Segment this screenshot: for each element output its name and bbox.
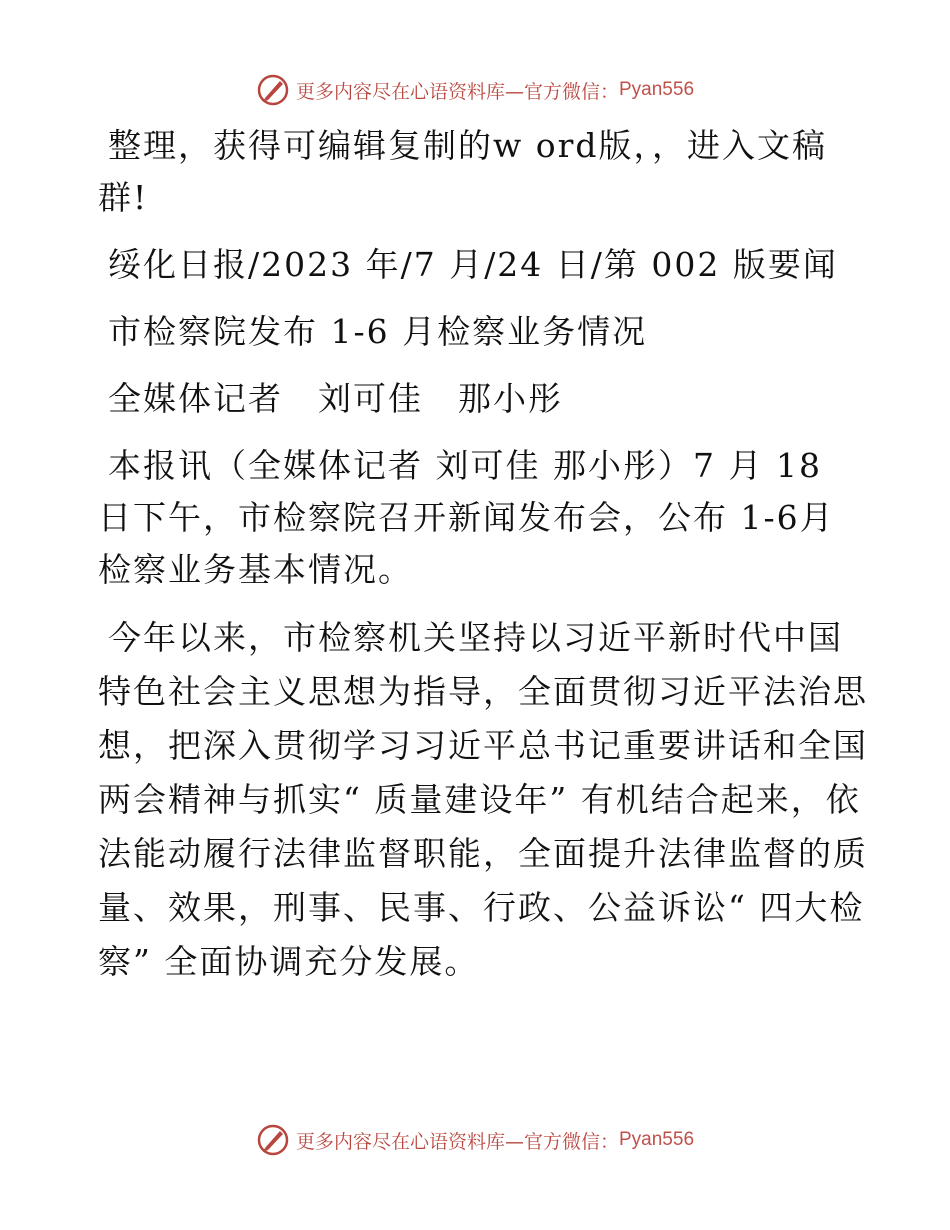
document-body [98, 120, 868, 1004]
byline: 全媒体记者 刘可佳 那小彤 [108, 379, 563, 418]
article-title: 市检察院发布 1-6 月检察业务情况 [108, 312, 648, 351]
footer-banner [0, 1120, 950, 1160]
source-line: 绥化日报/2023 年/7 月/24 日/第 002 版要闻 [108, 245, 838, 284]
header-banner [0, 70, 950, 110]
footer-wechat-id: Pyan556 [619, 1129, 695, 1150]
lead-paragraph: 本报讯（全媒体记者 刘可佳 那小彤）7 月 18 日下午，市检察院召开新闻发布会，公布 1-6月检察业务基本情况。 [98, 446, 835, 589]
intro-paragraph: 整理，获得可编辑复制的w ord版，，进入文稿群! [98, 126, 828, 217]
header-wechat-id: Pyan556 [619, 79, 695, 100]
footer-promo-text: 更多内容尽在心语资料库—官方微信： [295, 1130, 619, 1153]
quill-pen-icon [256, 73, 290, 107]
quill-pen-icon [256, 1123, 290, 1157]
body-paragraph: 今年以来，市检察机关坚持以习近平新时代中国特色社会主义思想为指导，全面贯彻习近平法治思想，把深入贯彻学习习近平总书记重要讲话和全国两会精神与抓实“ 质量建设年” 有机结合起来，依法能动履行法律监督职能，全面提升法律监督的质量、效果，刑事、民事、行政、公益诉讼“ 四大检察” 全面协调充分发展。 [98, 618, 868, 981]
header-promo-text: 更多内容尽在心语资料库—官方微信： [295, 80, 619, 103]
